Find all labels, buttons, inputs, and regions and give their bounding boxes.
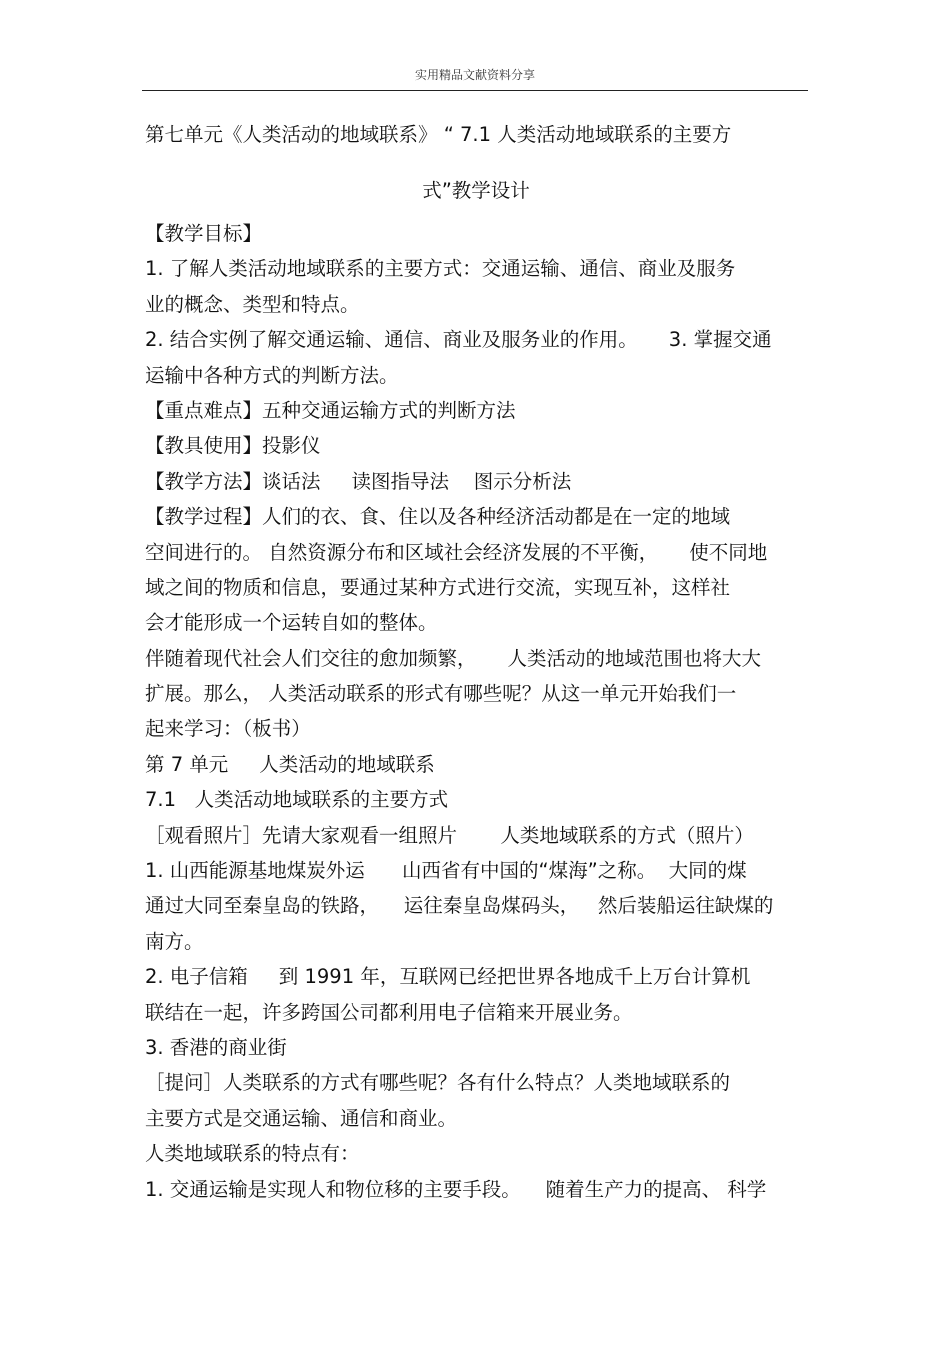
lesson-heading: 7.1 人类活动地域联系的主要方式 [145,788,449,812]
header-rule [142,90,808,91]
section-heading-objectives: 【教学目标】 [145,222,263,245]
paragraph-line: 1. 山西能源基地煤炭外运 山西省有中国的“煤海”之称。 大同的煤 [145,859,747,883]
paragraph-line: 3. 香港的商业街 [145,1035,287,1059]
paragraph-line: 空间进行的。 自然资源分布和区域社会经济发展的不平衡， 使不同地 [145,540,768,564]
paragraph-line: 2. 电子信箱 到 1991 年，互联网已经把世界各地成千上万台计算机 [145,965,751,989]
paragraph-line: ［观看照片］先请大家观看一组照片 人类地域联系的方式（照片） [145,823,754,847]
paragraph-line: 会才能形成一个运转自如的整体。 [145,611,438,635]
section-heading-methods: 【教学方法】谈话法 读图指导法 图示分析法 [145,469,572,493]
section-heading-teaching-aids: 【教具使用】投影仪 [145,434,321,458]
paragraph-line: 运输中各种方式的判断方法。 [145,363,399,387]
section-heading-key-points: 【重点难点】五种交通运输方式的判断方法 [145,398,516,422]
paragraph-line: 扩展。那么， 人类活动联系的形式有哪些呢？从这一单元开始我们一 [145,682,737,706]
paragraph-line: 域之间的物质和信息，要通过某种方式进行交流，实现互补，这样社 [145,575,731,599]
document-title-line-1: 第七单元《人类活动的地域联系》 “ 7.1 人类活动地域联系的主要方 [145,123,732,146]
paragraph-line: 起来学习：（板书） [145,717,311,741]
paragraph-line: 主要方式是交通运输、通信和商业。 [145,1106,458,1130]
paragraph-line: 2. 结合实例了解交通运输、通信、商业及服务业的作用。 3. 掌握交通 [145,328,772,352]
paragraph-line: 联结在一起，许多跨国公司都利用电子信箱来开展业务。 [145,1000,633,1024]
paragraph-line: 人类地域联系的特点有： [145,1142,360,1166]
unit-heading: 第 7 单元 人类活动的地域联系 [145,752,435,776]
document-body [145,122,807,1207]
paragraph-line: 1. 交通运输是实现人和物位移的主要手段。 随着生产力的提高、 科学 [145,1177,767,1201]
paragraph-line: 1. 了解人类活动地域联系的主要方式：交通运输、通信、商业及服务 [145,257,736,281]
page-header: 实用精品文献资料分享 [414,68,535,82]
paragraph-line: ［提问］人类联系的方式有哪些呢？各有什么特点？人类地域联系的 [145,1071,731,1095]
document-title-line-2: 式”教学设计 [422,179,530,202]
paragraph-line: 通过大同至秦皇岛的铁路， 运往秦皇岛煤码头， 然后装船运往缺煤的 [145,894,774,918]
paragraph-line: 伴随着现代社会人们交往的愈加频繁， 人类活动的地域范围也将大大 [145,646,761,670]
section-heading-process: 【教学过程】人们的衣、食、住以及各种经济活动都是在一定的地域 [145,505,731,529]
paragraph-line: 南方。 [145,929,204,953]
paragraph-line: 业的概念、类型和特点。 [145,292,360,316]
